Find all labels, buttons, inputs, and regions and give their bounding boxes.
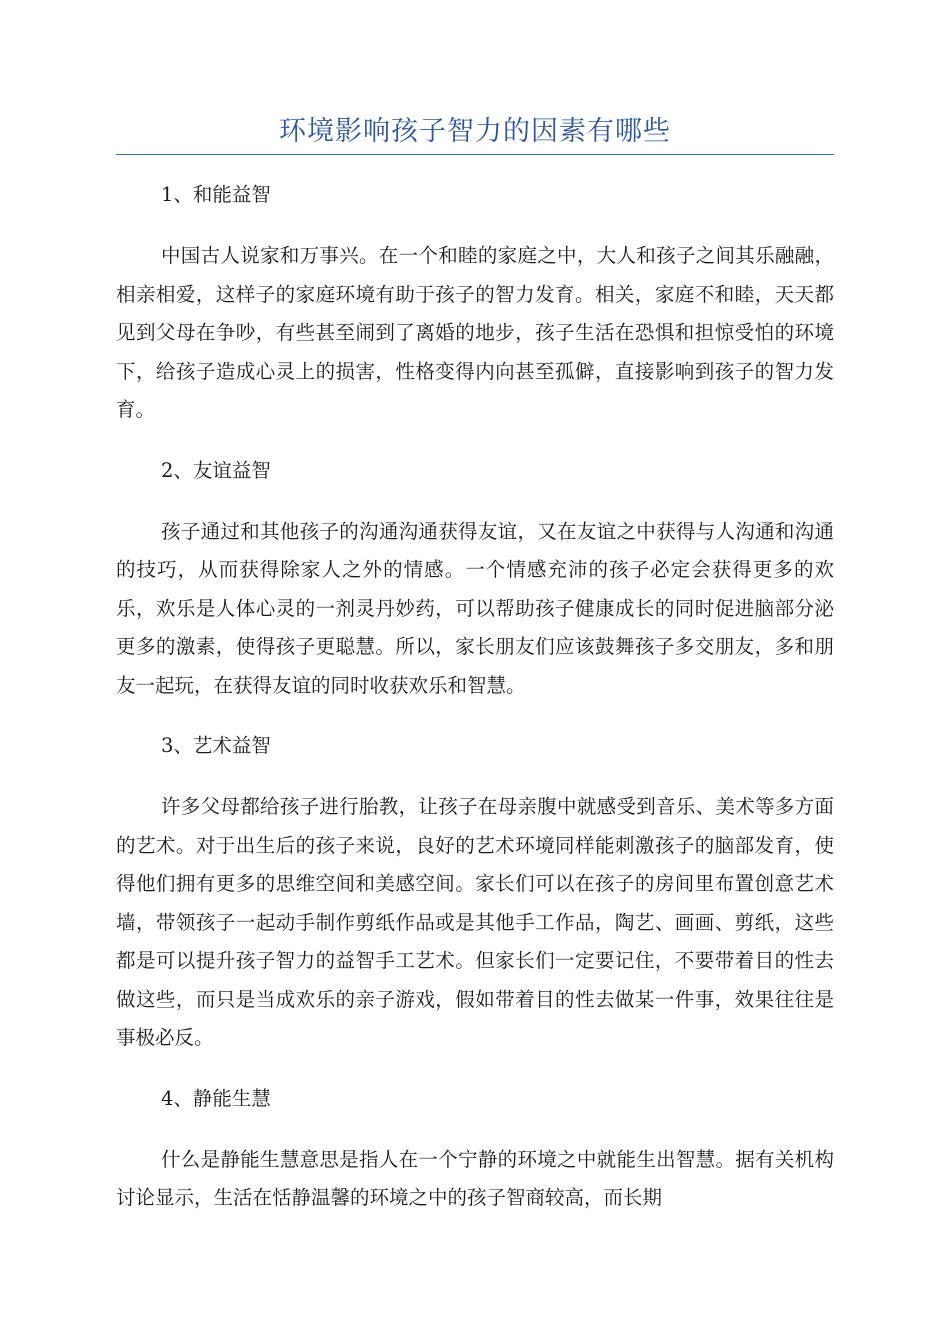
section-paragraph: 中国古人说家和万事兴。在一个和睦的家庭之中，大人和孩子之间其乐融融，相亲相爱，这样子的家庭环境有助于孩子的智力发育。相关，家庭不和睦，天天都见到父母在争吵，有些甚至闹到了离婚的地步，孩子生活在恐惧和担惊受怕的环境下，给孩子造成心灵上的损害，性格变得内向甚至孤僻，直接影响到孩子的智力发育。 (116, 244, 834, 421)
document-body (116, 176, 834, 1240)
section-paragraph: 孩子通过和其他孩子的沟通沟通获得友谊，又在友谊之中获得与人沟通和沟通的技巧，从而获得除家人之外的情感。一个情感充沛的孩子必定会获得更多的欢乐，欢乐是人体心灵的一剂灵丹妙药，可以帮助孩子健康成长的同时促进脑部分泌更多的激素，使得孩子更聪慧。所以，家长朋友们应该鼓舞孩子多交朋友，多和朋友一起玩，在获得友谊的同时收获欢乐和智慧。 (116, 519, 834, 697)
title-underline (116, 154, 834, 155)
section-heading: 3、艺术益智 (161, 734, 271, 757)
section-heading: 2、友谊益智 (161, 458, 271, 482)
section-heading: 4、静能生慧 (161, 1086, 271, 1110)
section-paragraph: 许多父母都给孩子进行胎教，让孩子在母亲腹中就感受到音乐、美术等多方面的艺术。对于出生后的孩子来说，良好的艺术环境同样能刺激孩子的脑部发育，使得他们拥有更多的思维空间和美感空间。家长们可以在孩子的房间里布置创意艺术墙，带领孩子一起动手制作剪纸作品或是其他手工作品，陶艺、画画、剪纸，这些都是可以提升孩子智力的益智手工艺术。但家长们一定要记住，不要带着目的性去做这些，而只是当成欢乐的亲子游戏，假如带着目的性去做某一件事，效果往往是事极必反。 (116, 795, 834, 1049)
document-title: 环境影响孩子智力的因素有哪些 (279, 116, 671, 147)
section-paragraph: 什么是静能生慧意思是指人在一个宁静的环境之中就能生出智慧。据有关机构讨论显示，生活在恬静温馨的环境之中的孩子智商较高，而长期 (116, 1147, 834, 1209)
section-heading: 1、和能益智 (161, 183, 271, 206)
